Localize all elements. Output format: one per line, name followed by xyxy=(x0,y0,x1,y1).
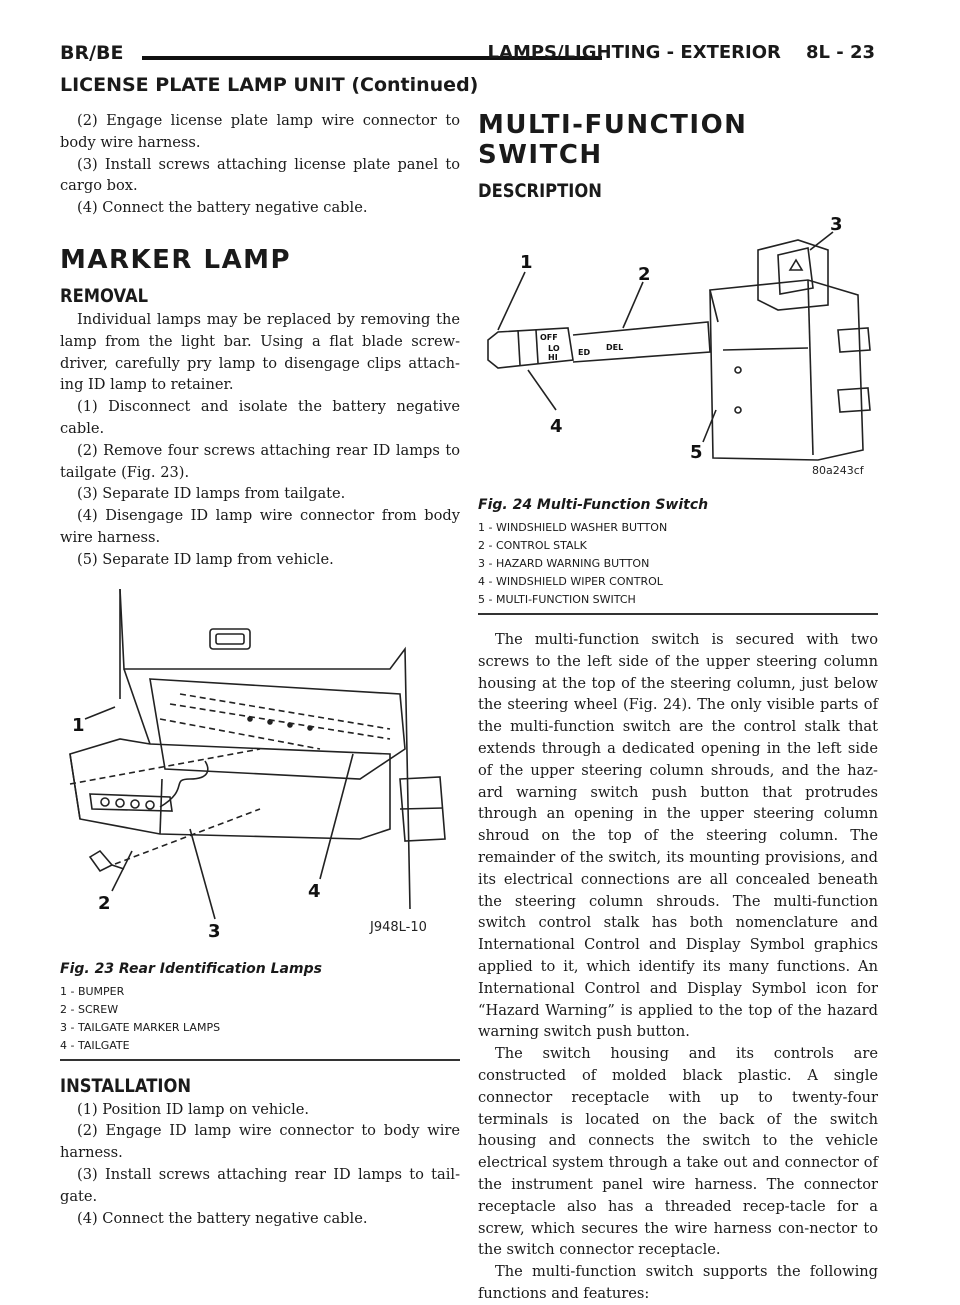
installation-title: INSTALLATION xyxy=(60,1074,192,1097)
fig23-legend xyxy=(60,983,460,1055)
fig23-legend-item: 3 - TAILGATE MARKER LAMPS xyxy=(60,1020,221,1034)
multi-function-switch-title: MULTI-FUNCTION SWITCH xyxy=(478,110,748,170)
fig24-callout-2: 2 xyxy=(638,264,651,285)
removal-step-1: (1) Disconnect and isolate the battery negative cable. xyxy=(60,398,460,437)
stalk-label-hi: HI xyxy=(548,353,558,362)
installation-step-3: (3) Install screws attaching rear ID lamps to tail-gate. xyxy=(60,1165,460,1205)
fig23-caption: Fig. 23 Rear Identification Lamps xyxy=(60,960,322,977)
figure-23 xyxy=(60,579,460,1061)
fig24-callout-4: 4 xyxy=(550,416,563,437)
page-header xyxy=(60,40,875,70)
left-column xyxy=(60,110,460,1229)
fig24-caption: Fig. 24 Multi-Function Switch xyxy=(478,497,709,513)
continued-title: LICENSE PLATE LAMP UNIT (Continued) xyxy=(60,74,479,96)
fig24-legend-item: 2 - CONTROL STALK xyxy=(478,539,587,552)
fig24-callout-1: 1 xyxy=(520,252,533,273)
fig24-legend-item: 3 - HAZARD WARNING BUTTON xyxy=(478,557,650,570)
rear-identification-lamps-illustration xyxy=(60,579,460,959)
installation-step-2: (2) Engage ID lamp wire connector to body wire harness. xyxy=(60,1122,460,1162)
fig23-legend-item: 1 - BUMPER xyxy=(60,984,125,998)
fig23-callout-4: 4 xyxy=(308,880,321,902)
installation-step-4: (4) Connect the battery negative cable. xyxy=(77,1209,368,1227)
fig23-callout-2: 2 xyxy=(98,892,111,914)
removal-step-5: (5) Separate ID lamp from vehicle. xyxy=(77,550,334,568)
fig24-callout-5: 5 xyxy=(690,442,703,463)
fig23-legend-item: 4 - TAILGATE xyxy=(60,1038,130,1052)
multi-function-switch-illustration xyxy=(478,210,878,495)
removal-step-2: (2) Remove four screws attaching rear ID lamps to tailgate (Fig. 23). xyxy=(60,441,460,481)
description-paragraph-2: The switch housing and its controls are constructed of molded black plastic. A single connector receptacle with up to twenty-four terminals is located on the back of the switch housing and connects the switch to the vehicle electrical system through a take out and connector of the instrument panel wire harness. The connector receptacle also has a threaded recep-tacle for a screw, which secures the wire harness con-nector to the switch connector receptacle. xyxy=(478,1045,878,1259)
marker-lamp-title: MARKER LAMP xyxy=(60,244,292,275)
fig24-legend-item: 5 - MULTI-FUNCTION SWITCH xyxy=(478,593,636,606)
fig24-callout-3: 3 xyxy=(830,214,843,235)
removal-text: Individual lamps may be replaced by removing the lamp from the light bar. Using a flat blade screw-driver, carefully pry lamp to disengage clips attach-ing ID lamp to retainer. xyxy=(60,310,460,394)
header-model: BR/BE xyxy=(60,42,124,64)
description-paragraph-3: The multi-function switch supports the following functions and features: xyxy=(478,1263,878,1302)
removal-step-3: (3) Separate ID lamps from tailgate. xyxy=(77,485,346,503)
fig23-id: J948L-10 xyxy=(370,919,427,935)
intro-step-3: (3) Install screws attaching license plate panel to cargo box. xyxy=(60,155,460,195)
intro-step-2: (2) Engage license plate lamp wire connector to body wire harness. xyxy=(60,112,460,151)
description-title: DESCRIPTION xyxy=(478,180,602,202)
right-column xyxy=(478,110,878,1305)
removal-title: REMOVAL xyxy=(60,284,149,307)
installation-step-1: (1) Position ID lamp on vehicle. xyxy=(77,1100,310,1118)
stalk-label-off: OFF xyxy=(540,333,558,342)
stalk-label-ed: ED xyxy=(578,348,591,357)
removal-step-4: (4) Disengage ID lamp wire connector from body wire harness. xyxy=(60,507,460,546)
stalk-label-del: DEL xyxy=(606,343,624,352)
fig24-id: 80a243cf xyxy=(812,464,864,477)
stalk-label-lo: LO xyxy=(548,344,560,353)
figure-24 xyxy=(478,210,878,615)
header-section-page: LAMPS/LIGHTING - EXTERIOR 8L - 23 xyxy=(487,42,875,63)
fig23-rule xyxy=(60,1059,460,1061)
description-paragraph-1: The multi-function switch is secured with two screws to the left side of the upper steering column housing at the top of the steering column, just below the steering wheel (Fig. 24). The only visible parts of the multi-function switch are the control stalk that extends through a dedicated opening in the left side of the upper steering column shrouds, and the haz-ard warning switch push button that protrudes through an opening in the upper steering column shroud on the top of the steering column. The remainder of the switch, its mounting provisions, and its electrical connections are all concealed beneath the steering column shrouds. The multi-function switch control stalk has both nomenclature and International Control and Display Symbol graphics applied to it, which identify its many functions. An International Control and Display Symbol icon for “Hazard Warning” is applied to the top of the hazard warning switch push button. xyxy=(478,631,878,1041)
fig23-callout-1: 1 xyxy=(72,714,85,736)
fig24-rule xyxy=(478,613,878,615)
fig24-legend xyxy=(478,519,878,609)
fig23-callout-3: 3 xyxy=(208,920,221,942)
fig23-legend-item: 2 - SCREW xyxy=(60,1002,119,1016)
intro-step-4: (4) Connect the battery negative cable. xyxy=(77,199,368,217)
fig24-legend-item: 4 - WINDSHIELD WIPER CONTROL xyxy=(478,575,663,588)
fig24-legend-item: 1 - WINDSHIELD WASHER BUTTON xyxy=(478,521,668,534)
